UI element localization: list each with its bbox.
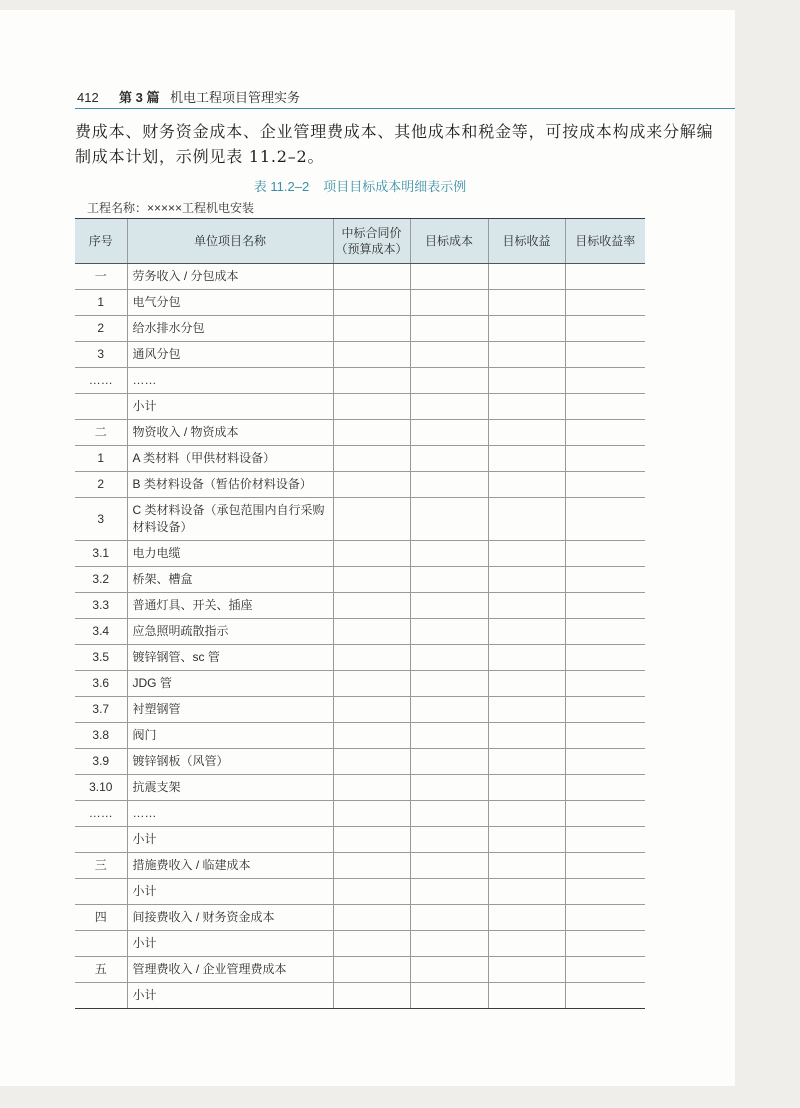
- item-name-cell: 措施费收入 / 临建成本: [127, 853, 333, 879]
- target-cost-cell: [410, 368, 488, 394]
- item-name-cell: 普通灯具、开关、插座: [127, 593, 333, 619]
- item-name-cell: 衬塑钢管: [127, 697, 333, 723]
- table-row: [75, 931, 645, 957]
- row-number-cell: 3.1: [75, 541, 127, 567]
- item-name-cell: C 类材料设备（承包范围内自行采购材料设备）: [127, 498, 333, 541]
- target-cost-cell: [410, 541, 488, 567]
- target-profit-rate-cell: [565, 827, 645, 853]
- target-profit-cell: [488, 446, 565, 472]
- table-row: [75, 827, 645, 853]
- target-profit-rate-cell: [565, 697, 645, 723]
- target-profit-cell: [488, 801, 565, 827]
- column-header-item-name: [127, 219, 333, 264]
- table-row: [75, 697, 645, 723]
- target-profit-rate-cell: [565, 567, 645, 593]
- contract-price-cell: [333, 931, 410, 957]
- contract-price-cell: [333, 567, 410, 593]
- row-number-cell: 3.7: [75, 697, 127, 723]
- contract-price-cell: [333, 723, 410, 749]
- contract-price-cell: [333, 983, 410, 1009]
- target-cost-cell: [410, 342, 488, 368]
- target-profit-rate-cell: [565, 290, 645, 316]
- target-profit-rate-cell: [565, 368, 645, 394]
- target-profit-rate-cell: [565, 420, 645, 446]
- target-cost-cell: [410, 983, 488, 1009]
- item-name-cell: 镀锌钢板（风管）: [127, 749, 333, 775]
- target-cost-cell: [410, 446, 488, 472]
- part-title: 机电工程项目管理实务: [170, 90, 301, 105]
- row-number-cell: 3.10: [75, 775, 127, 801]
- contract-price-cell: [333, 342, 410, 368]
- contract-price-cell: [333, 749, 410, 775]
- table-row: [75, 775, 645, 801]
- target-cost-cell: [410, 931, 488, 957]
- contract-price-cell: [333, 541, 410, 567]
- table-row: [75, 316, 645, 342]
- table-row: [75, 853, 645, 879]
- target-profit-cell: [488, 264, 565, 290]
- row-number-cell: [75, 983, 127, 1009]
- target-profit-cell: [488, 290, 565, 316]
- row-number-cell: 3.8: [75, 723, 127, 749]
- item-name-cell: 电力电缆: [127, 541, 333, 567]
- target-profit-cell: [488, 420, 565, 446]
- target-profit-cell: [488, 775, 565, 801]
- table-row: [75, 420, 645, 446]
- contract-price-cell: [333, 420, 410, 446]
- paragraph-line: 制成本计划，示例见表 11.2–2。: [75, 147, 325, 166]
- target-cost-cell: [410, 905, 488, 931]
- table-header: [75, 219, 645, 264]
- contract-price-cell: [333, 775, 410, 801]
- item-name-cell: 小计: [127, 879, 333, 905]
- table-row: [75, 879, 645, 905]
- item-name-cell: 电气分包: [127, 290, 333, 316]
- target-cost-cell: [410, 619, 488, 645]
- row-number-cell: [75, 394, 127, 420]
- row-number-cell: 五: [75, 957, 127, 983]
- paragraph-line: 费成本、财务资金成本、企业管理费成本、其他成本和税金等，可按成本构成来分解编: [75, 122, 714, 141]
- target-profit-cell: [488, 541, 565, 567]
- target-cost-cell: [410, 420, 488, 446]
- target-profit-rate-cell: [565, 316, 645, 342]
- column-header-target-cost: [410, 219, 488, 264]
- target-profit-rate-cell: [565, 983, 645, 1009]
- table-row: [75, 671, 645, 697]
- item-name-cell: 小计: [127, 827, 333, 853]
- target-profit-rate-cell: [565, 541, 645, 567]
- target-profit-cell: [488, 498, 565, 541]
- table-row: [75, 801, 645, 827]
- target-profit-rate-cell: [565, 619, 645, 645]
- row-number-cell: 3.5: [75, 645, 127, 671]
- header-rule: [75, 108, 735, 109]
- target-profit-cell: [488, 394, 565, 420]
- column-header-line: 序号: [88, 234, 113, 248]
- target-cost-cell: [410, 723, 488, 749]
- table-row: [75, 723, 645, 749]
- target-profit-rate-cell: [565, 446, 645, 472]
- target-cost-cell: [410, 827, 488, 853]
- header-row: [75, 219, 645, 264]
- target-profit-cell: [488, 645, 565, 671]
- row-number-cell: 三: [75, 853, 127, 879]
- contract-price-cell: [333, 645, 410, 671]
- contract-price-cell: [333, 905, 410, 931]
- table-row: [75, 264, 645, 290]
- contract-price-cell: [333, 697, 410, 723]
- contract-price-cell: [333, 290, 410, 316]
- table-row: [75, 645, 645, 671]
- target-profit-cell: [488, 342, 565, 368]
- row-number-cell: 3: [75, 498, 127, 541]
- contract-price-cell: [333, 394, 410, 420]
- contract-price-cell: [333, 879, 410, 905]
- target-profit-rate-cell: [565, 775, 645, 801]
- contract-price-cell: [333, 498, 410, 541]
- target-profit-rate-cell: [565, 472, 645, 498]
- target-profit-cell: [488, 619, 565, 645]
- target-cost-cell: [410, 853, 488, 879]
- table-row: [75, 394, 645, 420]
- row-number-cell: 3.6: [75, 671, 127, 697]
- row-number-cell: [75, 827, 127, 853]
- target-profit-rate-cell: [565, 645, 645, 671]
- target-profit-cell: [488, 957, 565, 983]
- target-profit-cell: [488, 472, 565, 498]
- item-name-cell: 应急照明疏散指示: [127, 619, 333, 645]
- target-cost-cell: [410, 567, 488, 593]
- item-name-cell: 抗震支架: [127, 775, 333, 801]
- target-profit-rate-cell: [565, 723, 645, 749]
- book-page: [0, 10, 735, 1086]
- column-header-line: 目标收益: [502, 234, 551, 248]
- target-profit-rate-cell: [565, 801, 645, 827]
- target-profit-cell: [488, 749, 565, 775]
- row-number-cell: 1: [75, 290, 127, 316]
- column-header-number: [75, 219, 127, 264]
- target-profit-rate-cell: [565, 342, 645, 368]
- target-cost-cell: [410, 801, 488, 827]
- target-cost-cell: [410, 593, 488, 619]
- table-row: [75, 498, 645, 541]
- item-name-cell: 管理费收入 / 企业管理费成本: [127, 957, 333, 983]
- table-row: [75, 593, 645, 619]
- target-profit-rate-cell: [565, 749, 645, 775]
- contract-price-cell: [333, 619, 410, 645]
- item-name-cell: JDG 管: [127, 671, 333, 697]
- row-number-cell: 3.9: [75, 749, 127, 775]
- row-number-cell: 3.3: [75, 593, 127, 619]
- row-number-cell: 2: [75, 472, 127, 498]
- target-profit-cell: [488, 853, 565, 879]
- table-row: [75, 368, 645, 394]
- item-name-cell: 通风分包: [127, 342, 333, 368]
- row-number-cell: [75, 879, 127, 905]
- contract-price-cell: [333, 316, 410, 342]
- row-number-cell: 3: [75, 342, 127, 368]
- row-number-cell: 3.2: [75, 567, 127, 593]
- table-body: [75, 264, 645, 1009]
- contract-price-cell: [333, 446, 410, 472]
- target-cost-cell: [410, 472, 488, 498]
- item-name-cell: 小计: [127, 394, 333, 420]
- target-profit-cell: [488, 697, 565, 723]
- target-profit-cell: [488, 567, 565, 593]
- target-profit-rate-cell: [565, 879, 645, 905]
- table-row: [75, 541, 645, 567]
- item-name-cell: 小计: [127, 983, 333, 1009]
- target-profit-rate-cell: [565, 671, 645, 697]
- target-cost-cell: [410, 697, 488, 723]
- item-name-cell: A 类材料（甲供材料设备）: [127, 446, 333, 472]
- target-profit-cell: [488, 905, 565, 931]
- column-header-line: 中标合同价: [341, 226, 402, 240]
- contract-price-cell: [333, 827, 410, 853]
- target-profit-cell: [488, 593, 565, 619]
- table-row: [75, 983, 645, 1009]
- column-header-line: 单位项目名称: [193, 234, 266, 248]
- column-header-line: 目标成本: [424, 234, 473, 248]
- target-profit-cell: [488, 368, 565, 394]
- target-profit-cell: [488, 879, 565, 905]
- item-name-cell: 阀门: [127, 723, 333, 749]
- row-number-cell: 2: [75, 316, 127, 342]
- column-header-line: （预算成本）: [335, 242, 408, 256]
- target-cost-cell: [410, 749, 488, 775]
- page-number: 412: [77, 90, 99, 105]
- target-cost-cell: [410, 879, 488, 905]
- target-cost-cell: [410, 671, 488, 697]
- row-number-cell: 四: [75, 905, 127, 931]
- target-cost-cell: [410, 290, 488, 316]
- row-number-cell: 一: [75, 264, 127, 290]
- table-caption: [75, 178, 645, 196]
- contract-price-cell: [333, 472, 410, 498]
- table-row: [75, 472, 645, 498]
- table-row: [75, 619, 645, 645]
- target-profit-rate-cell: [565, 957, 645, 983]
- row-number-cell: 3.4: [75, 619, 127, 645]
- target-cost-cell: [410, 316, 488, 342]
- item-name-cell: ……: [127, 368, 333, 394]
- target-profit-cell: [488, 983, 565, 1009]
- contract-price-cell: [333, 671, 410, 697]
- target-profit-cell: [488, 723, 565, 749]
- project-name: 工程名称：×××××工程机电安装: [87, 201, 255, 215]
- item-name-cell: 给水排水分包: [127, 316, 333, 342]
- contract-price-cell: [333, 801, 410, 827]
- table-row: [75, 905, 645, 931]
- column-header-line: 目标收益率: [575, 234, 636, 248]
- table-row: [75, 957, 645, 983]
- row-number-cell: 二: [75, 420, 127, 446]
- target-profit-rate-cell: [565, 931, 645, 957]
- target-profit-cell: [488, 671, 565, 697]
- target-profit-rate-cell: [565, 394, 645, 420]
- column-header-target-profit: [488, 219, 565, 264]
- table-row: [75, 290, 645, 316]
- item-name-cell: ……: [127, 801, 333, 827]
- target-profit-cell: [488, 931, 565, 957]
- target-profit-cell: [488, 827, 565, 853]
- item-name-cell: 桥架、槽盒: [127, 567, 333, 593]
- table-row: [75, 342, 645, 368]
- part-number: 第 3 篇: [119, 90, 160, 105]
- target-cost-cell: [410, 264, 488, 290]
- table-caption-number: 表 11.2–2: [253, 179, 310, 194]
- table-row: [75, 567, 645, 593]
- target-cost-cell: [410, 957, 488, 983]
- item-name-cell: 镀锌钢管、sc 管: [127, 645, 333, 671]
- row-number-cell: [75, 931, 127, 957]
- row-number-cell: 1: [75, 446, 127, 472]
- target-profit-rate-cell: [565, 853, 645, 879]
- row-number-cell: ……: [75, 368, 127, 394]
- item-name-cell: 间接费收入 / 财务资金成本: [127, 905, 333, 931]
- target-cost-cell: [410, 394, 488, 420]
- target-profit-rate-cell: [565, 264, 645, 290]
- table-row: [75, 749, 645, 775]
- contract-price-cell: [333, 853, 410, 879]
- item-name-cell: B 类材料设备（暂估价材料设备）: [127, 472, 333, 498]
- table-row: [75, 446, 645, 472]
- target-cost-cell: [410, 498, 488, 541]
- target-profit-cell: [488, 316, 565, 342]
- contract-price-cell: [333, 264, 410, 290]
- table-caption-title: 项目目标成本明细表示例: [323, 179, 467, 194]
- column-header-contract-price: [333, 219, 410, 264]
- contract-price-cell: [333, 368, 410, 394]
- item-name-cell: 劳务收入 / 分包成本: [127, 264, 333, 290]
- target-cost-table: [75, 218, 645, 1009]
- row-number-cell: ……: [75, 801, 127, 827]
- column-header-target-profit-rate: [565, 219, 645, 264]
- item-name-cell: 物资收入 / 物资成本: [127, 420, 333, 446]
- target-profit-rate-cell: [565, 905, 645, 931]
- target-cost-cell: [410, 775, 488, 801]
- item-name-cell: 小计: [127, 931, 333, 957]
- contract-price-cell: [333, 957, 410, 983]
- target-profit-rate-cell: [565, 498, 645, 541]
- target-cost-cell: [410, 645, 488, 671]
- target-profit-rate-cell: [565, 593, 645, 619]
- contract-price-cell: [333, 593, 410, 619]
- body-paragraph: [75, 119, 725, 169]
